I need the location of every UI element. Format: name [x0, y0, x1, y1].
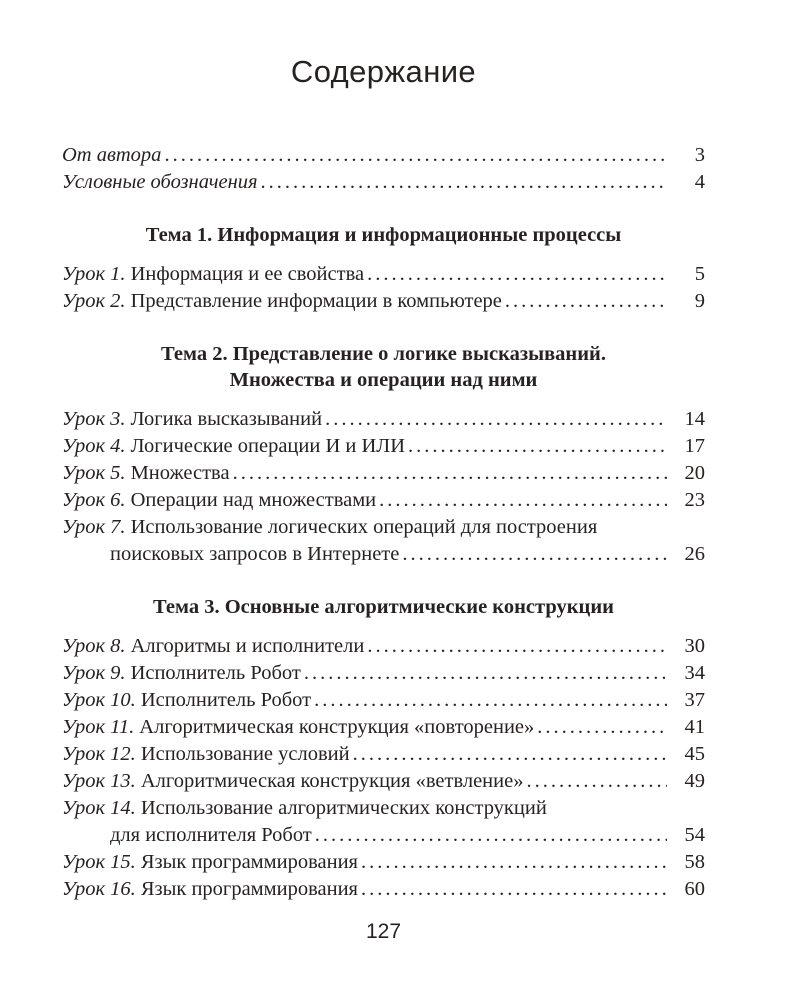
- toc-entry-title: Использование условий: [140, 743, 350, 765]
- toc-entry-title: Язык программирования: [140, 851, 358, 873]
- toc-entry-title: Информация и ее свойства: [130, 263, 365, 285]
- toc-entry-prefix: Урок 15.: [62, 851, 136, 873]
- section-heading-line: Тема 3. Основные алгоритмические конструкции: [153, 596, 614, 618]
- toc-entry-title: Логические операции И и ИЛИ: [130, 435, 406, 457]
- toc-entry-label: [62, 633, 364, 660]
- toc-entry-label: [62, 514, 597, 541]
- toc-entry-title: Представление информации в компьютере: [130, 290, 502, 312]
- toc-entry-title: Исполнитель Робот: [140, 689, 312, 711]
- toc-entry-prefix: Урок 16.: [62, 878, 136, 900]
- toc-entry-label: [62, 741, 350, 768]
- toc-entry: [62, 406, 705, 433]
- toc-entry-title: Алгоритмы и исполнители: [130, 635, 365, 657]
- toc-entry: [62, 849, 705, 876]
- toc-entry-label: [62, 768, 523, 795]
- toc-entry-label: От автора: [62, 144, 162, 166]
- dot-leader: [325, 406, 667, 433]
- toc-entry: [62, 288, 705, 315]
- toc-entry-page: 41: [684, 716, 705, 738]
- toc-entry-label: [62, 795, 547, 822]
- toc-entry-prefix: Урок 6.: [62, 489, 126, 511]
- toc-entry-title: Алгоритмическая конструкция «повторение»: [139, 716, 535, 738]
- toc-entry-page: 5: [694, 263, 705, 285]
- toc-entry-title: Множества: [130, 462, 230, 484]
- page-title: Содержание: [290, 54, 477, 89]
- toc-entry-continuation: [62, 541, 705, 568]
- toc-entry-prefix: Урок 3.: [62, 408, 126, 430]
- toc-entry-title: Операции над множествами: [130, 489, 377, 511]
- dot-leader: [537, 714, 667, 741]
- toc-entry-label: Условные обозначения: [62, 171, 258, 193]
- toc-entry-page: 3: [694, 144, 705, 166]
- toc-entry-page: 34: [684, 662, 705, 684]
- dot-leader: [367, 261, 667, 288]
- section-heading: [62, 222, 705, 248]
- dot-leader: [314, 687, 667, 714]
- toc-entry-label: [62, 687, 311, 714]
- dot-leader: [353, 741, 667, 768]
- dot-leader: [361, 849, 667, 876]
- toc-entry: [62, 795, 705, 822]
- toc-entry: [62, 660, 705, 687]
- toc-entry-title: Алгоритмическая конструкция «ветвление»: [140, 770, 524, 792]
- toc-entry-page: 54: [684, 824, 705, 846]
- toc-entry-prefix: Урок 7.: [62, 516, 126, 538]
- toc-entry: [62, 687, 705, 714]
- section-heading-line: Тема 2. Представление о логике высказываний.: [161, 343, 606, 365]
- toc-entry-page: 23: [684, 489, 705, 511]
- toc-entry: [62, 487, 705, 514]
- section-heading-line: Множества и операции над ними: [229, 369, 538, 391]
- toc-entry-page: 20: [684, 462, 705, 484]
- toc-entry-continuation: [62, 822, 705, 849]
- toc-entry-label: [62, 487, 376, 514]
- toc-entry-page: 60: [684, 878, 705, 900]
- section-heading: [62, 341, 705, 393]
- toc-entry-title-line2: поисковых запросов в Интернете: [110, 543, 400, 565]
- toc-entry-page: 58: [684, 851, 705, 873]
- toc-entry-label: [62, 433, 405, 460]
- toc-entry-label: [62, 288, 502, 315]
- toc-entry: [62, 261, 705, 288]
- toc-entry-page: 49: [684, 770, 705, 792]
- toc-entry: [62, 460, 705, 487]
- toc-entry-title: Использование алгоритмических конструкций: [140, 797, 547, 819]
- toc-entry-title: Логика высказываний: [130, 408, 323, 430]
- toc-entry-title: Использование логических операций для построения: [130, 516, 598, 538]
- toc-entry: [62, 876, 705, 903]
- toc-entry-prefix: Урок 1.: [62, 263, 126, 285]
- dot-leader: [526, 768, 667, 795]
- dot-leader: [304, 660, 667, 687]
- section-heading: [62, 594, 705, 620]
- dot-leader: [402, 541, 667, 568]
- toc-content: [62, 52, 705, 903]
- toc-entry: [62, 142, 705, 169]
- toc-entry-label: [62, 406, 322, 433]
- toc-entry-page: 9: [694, 290, 705, 312]
- toc-entry: [62, 633, 705, 660]
- toc-entry-prefix: Урок 14.: [62, 797, 136, 819]
- toc-entry-prefix: Урок 2.: [62, 290, 126, 312]
- toc-entry-label: [62, 714, 534, 741]
- dot-leader: [233, 460, 667, 487]
- page-number-folio: 127: [365, 920, 402, 943]
- dot-leader: [379, 487, 667, 514]
- toc-entry-page: 37: [684, 689, 705, 711]
- dot-leader: [361, 876, 667, 903]
- toc-entry-prefix: Урок 9.: [62, 662, 126, 684]
- toc-entry-title: Исполнитель Робот: [130, 662, 301, 684]
- toc-entry-page: 30: [684, 635, 705, 657]
- dot-leader: [261, 169, 667, 196]
- toc-entry-page: 14: [684, 408, 705, 430]
- toc-entry-prefix: Урок 8.: [62, 635, 126, 657]
- section-heading-line: Тема 1. Информация и информационные процессы: [145, 224, 622, 246]
- toc-entry-label: [62, 460, 230, 487]
- toc-entry-prefix: Урок 10.: [62, 689, 136, 711]
- toc-entry: [62, 169, 705, 196]
- toc-entry-page: 4: [694, 171, 705, 193]
- dot-leader: [505, 288, 667, 315]
- toc-entry-title-line2: для исполнителя Робот: [110, 824, 312, 846]
- toc-entry-label: [62, 660, 301, 687]
- dot-leader: [367, 633, 667, 660]
- toc-entry-prefix: Урок 11.: [62, 716, 135, 738]
- toc-entry-prefix: Урок 13.: [62, 770, 136, 792]
- dot-leader: [408, 433, 667, 460]
- toc-entry-page: 26: [684, 543, 705, 565]
- toc-entry: [62, 433, 705, 460]
- dot-leader: [164, 142, 667, 169]
- toc-entry-prefix: Урок 12.: [62, 743, 136, 765]
- toc-entry-title: Язык программирования: [140, 878, 358, 900]
- toc-entry-prefix: Урок 5.: [62, 462, 126, 484]
- toc-entry-prefix: Урок 4.: [62, 435, 126, 457]
- toc-entry-label: [62, 261, 364, 288]
- toc-entry-page: 45: [684, 743, 705, 765]
- toc-entry: [62, 768, 705, 795]
- dot-leader: [315, 822, 667, 849]
- toc-entry: [62, 514, 705, 541]
- toc-entry: [62, 714, 705, 741]
- toc-entry-label: [62, 876, 358, 903]
- toc-entry: [62, 741, 705, 768]
- toc-entry-page: 17: [684, 435, 705, 457]
- toc-entry-label: [62, 849, 358, 876]
- front-matter-list: [62, 142, 705, 196]
